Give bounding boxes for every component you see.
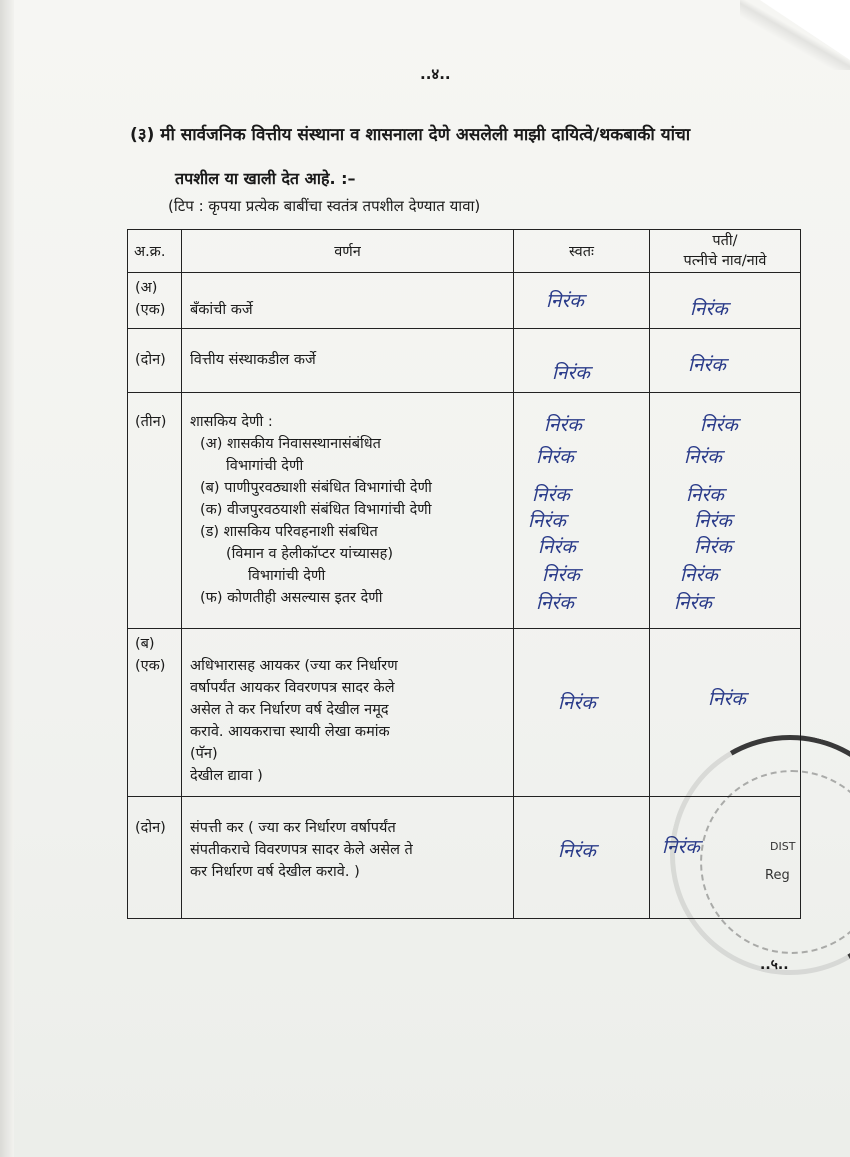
srno-wealth-tax: (दोन): [128, 797, 182, 919]
row-srno: [128, 273, 182, 329]
srno-income-tax: (एक): [135, 658, 166, 674]
page-number: ..४..: [420, 65, 451, 83]
wealth-tax-line1: संपत्ती कर ( ज्या कर निर्धारण वर्षापर्यंत: [190, 820, 396, 836]
table-row: [128, 629, 801, 797]
handwritten-nil: निरंक: [680, 564, 718, 586]
group-label-a: (अ): [135, 280, 158, 296]
govt-dues-item-b: (ब) पाणीपुरवठ्याशी संबंधित विभागांची देणी: [200, 480, 432, 496]
header-srno: अ.क्र.: [128, 230, 182, 273]
desc-bank-loans: बँकांची कर्जे: [190, 302, 253, 318]
handwritten-nil: निरंक: [542, 564, 580, 586]
govt-dues-item-a-cont: विभागांची देणी: [226, 458, 304, 474]
handwritten-nil: निरंक: [684, 446, 722, 468]
srno-bank-loans: (एक): [135, 302, 166, 318]
desc-govt-dues: [182, 393, 514, 629]
govt-dues-item-d-cont2: विभागांची देणी: [248, 568, 326, 584]
income-tax-line2: वर्षापर्यंत आयकर विवरणपत्र सादर केले: [190, 680, 395, 696]
handwritten-nil: निरंक: [532, 484, 570, 506]
handwritten-nil: निरंक: [690, 298, 728, 320]
handwritten-nil: निरंक: [708, 688, 746, 710]
govt-dues-item-c: (क) वीजपुरवठयाशी संबंधित विभागांची देणी: [200, 502, 432, 518]
seal-text: DIST: [770, 840, 796, 853]
folded-corner: [760, 0, 850, 60]
table-header-row: [128, 230, 801, 273]
row-description: [182, 273, 514, 329]
handwritten-nil: निरंक: [694, 510, 732, 532]
bleed-through-text: [510, 100, 514, 115]
handwritten-nil: निरंक: [538, 536, 576, 558]
row-srno-income-tax: [128, 629, 182, 797]
handwritten-nil: निरंक: [662, 836, 700, 858]
header-description: वर्णन: [182, 230, 514, 273]
wealth-tax-line3: कर निर्धारण वर्ष देखील करावे. ): [190, 864, 360, 880]
income-tax-line3: असेल ते कर निर्धारण वर्ष देखील नमूद: [190, 702, 389, 718]
handwritten-nil: निरंक: [544, 414, 582, 436]
header-spouse: [650, 230, 801, 273]
handwritten-nil: निरंक: [694, 536, 732, 558]
srno-govt-dues: (तीन): [128, 393, 182, 629]
handwritten-nil: निरंक: [674, 592, 712, 614]
page-edge-shadow: [0, 0, 14, 1157]
section-heading: (३) मी सार्वजनिक वित्तीय संस्थाना व शासनाला देणे असलेली माझी दायित्वे/थकबाकी यांचा: [130, 125, 691, 145]
handwritten-nil: निरंक: [546, 290, 584, 312]
table-row: [128, 329, 801, 393]
next-page-marker: ..५..: [760, 957, 789, 973]
govt-dues-title: शासकिय देणी :: [190, 414, 273, 430]
header-spouse-line2: पत्नीचे नाव/नावे: [683, 253, 767, 269]
govt-dues-item-d-cont: (विमान व हेलीकॉप्टर यांच्यासह): [226, 546, 394, 562]
income-tax-line4: करावे. आयकराचा स्थायी लेखा कमांक: [190, 724, 390, 740]
cell-self-fin-inst-loans: [514, 329, 650, 393]
desc-wealth-tax: [182, 797, 514, 919]
group-label-b: (ब): [135, 636, 155, 652]
handwritten-nil: निरंक: [552, 362, 590, 384]
desc-income-tax: [182, 629, 514, 797]
govt-dues-item-d: (ड) शासकिय परिवहनाशी संबधित: [200, 524, 378, 540]
handwritten-nil: निरंक: [688, 354, 726, 376]
wealth-tax-line2: संपतीकराचे विवरणपत्र सादर केले असेल ते: [190, 842, 413, 858]
cell-self-wealth-tax: [514, 797, 650, 919]
header-spouse-line1: पती/: [712, 233, 738, 249]
cell-self-govt-dues: [514, 393, 650, 629]
cell-self-income-tax: [514, 629, 650, 797]
income-tax-line1: अधिभारासह आयकर (ज्या कर निर्धारण: [190, 658, 398, 674]
table-row: [128, 393, 801, 629]
seal-text: Reg: [765, 868, 790, 883]
income-tax-line5: (पॅन): [190, 746, 218, 762]
handwritten-nil: निरंक: [558, 840, 596, 862]
cell-spouse-govt-dues: [650, 393, 801, 629]
handwritten-nil: निरंक: [536, 446, 574, 468]
cell-self-bank-loans: [514, 273, 650, 329]
handwritten-nil: निरंक: [528, 510, 566, 532]
table-row: [128, 273, 801, 329]
srno-fin-inst-loans: (दोन): [128, 329, 182, 393]
desc-fin-inst-loans: वित्तीय संस्थाकडील कर्जे: [182, 329, 514, 393]
handwritten-nil: निरंक: [700, 414, 738, 436]
section-heading-continued: तपशील या खाली देत आहे. :–: [175, 169, 356, 188]
cell-spouse-fin-inst-loans: [650, 329, 801, 393]
handwritten-nil: निरंक: [686, 484, 724, 506]
instruction-note: (टिप : कृपया प्रत्येक बाबींचा स्वतंत्र तपशील देण्यात यावा): [168, 197, 481, 215]
govt-dues-item-f: (फ) कोणतीही असल्यास इतर देणी: [200, 590, 383, 606]
govt-dues-item-a: (अ) शासकीय निवासस्थानासंबंधित: [200, 436, 381, 452]
handwritten-nil: निरंक: [558, 692, 596, 714]
income-tax-line6: देखील द्यावा ): [190, 768, 263, 784]
header-self: स्वतः: [514, 230, 650, 273]
handwritten-nil: निरंक: [536, 592, 574, 614]
cell-spouse-bank-loans: [650, 273, 801, 329]
